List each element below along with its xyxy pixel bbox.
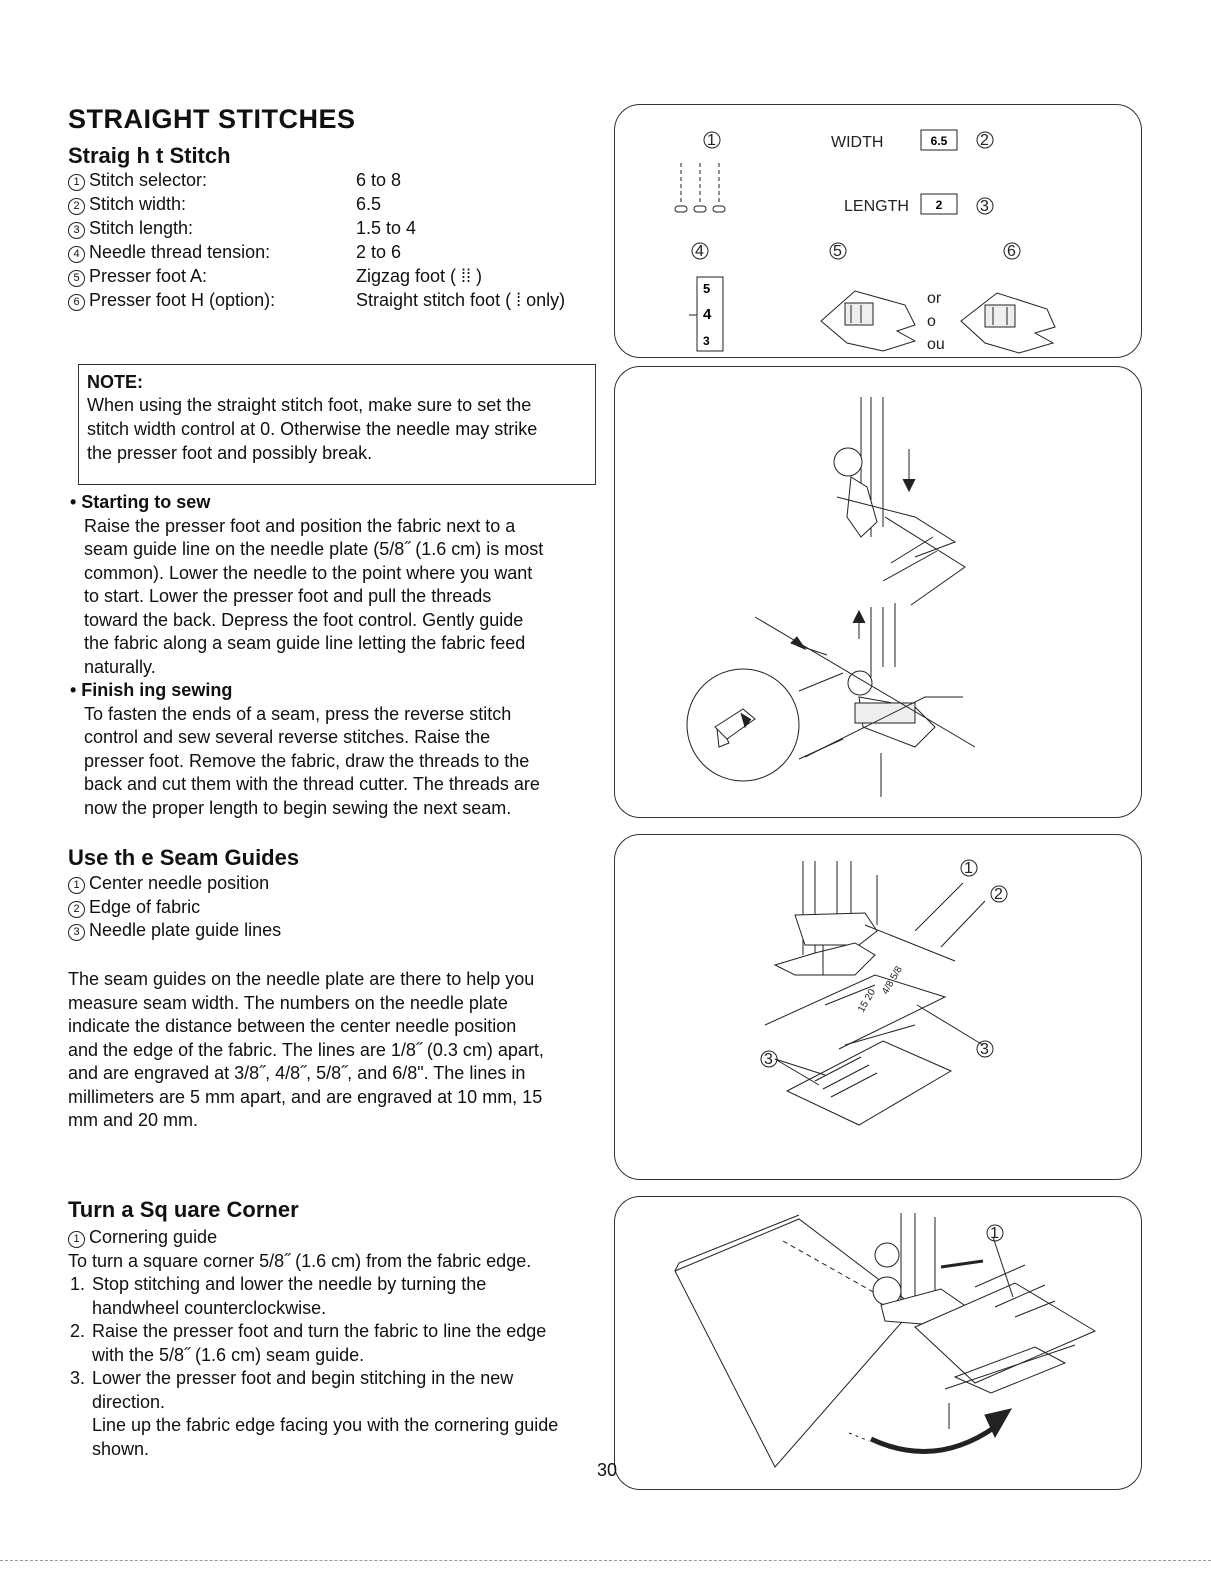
starting-line: naturally.: [84, 656, 156, 677]
sewing-illustration: [615, 367, 1143, 819]
panel-number-1: 1: [707, 132, 716, 149]
svg-text:15 20: 15 20: [856, 987, 879, 1015]
starting-line: common). Lower the needle to the point where you want: [84, 562, 533, 583]
note-box: [78, 364, 596, 485]
zigzag-foot-icon: [821, 291, 915, 351]
length-label: LENGTH: [844, 198, 909, 215]
spec-value: 6.5: [356, 194, 382, 214]
paragraph-line: The seam guides on the needle plate are there to help you: [68, 969, 535, 989]
starting-heading: • Starting to sew: [70, 492, 211, 512]
intro-line: To turn a square corner 5/8˝ (1.6 cm) from the fabric edge.: [68, 1250, 532, 1271]
square-corner-body: [68, 1226, 558, 1461]
finishing-line: presser foot. Remove the fabric, draw the threads to the: [84, 750, 530, 771]
paragraph-line: millimeters are 5 mm apart, and are engraved at 10 mm, 15: [68, 1086, 543, 1107]
straight-stitch-heading: Straig h t Stitch: [68, 143, 231, 168]
or-label: ou: [927, 336, 945, 353]
tension-dial-icon: [689, 277, 723, 351]
straight-stitch-foot-icon: [961, 293, 1055, 353]
circled-number: 3: [68, 222, 85, 239]
or-label: o: [927, 313, 936, 330]
note-line: When using the straight stitch foot, make sure to set the: [87, 395, 532, 415]
panel-number-6: 6: [1007, 243, 1016, 260]
width-value: 6.5: [930, 134, 948, 148]
svg-text:4/8 5/8: 4/8 5/8: [880, 964, 905, 997]
spec-label: Stitch width:: [89, 194, 187, 214]
page-title: STRAIGHT STITCHES: [68, 104, 356, 134]
spec-label: Presser foot H (option):: [89, 290, 276, 310]
stitch-selector-icon: [675, 163, 725, 212]
step-number: 3.: [70, 1368, 86, 1388]
spec-value: Zigzag foot ( ⁞⁞ ): [356, 266, 483, 286]
note-line: the presser foot and possibly break.: [87, 443, 373, 463]
dial-number: 4: [703, 306, 712, 323]
spec-value: 1.5 to 4: [356, 218, 417, 238]
fabric-upper-icon: [883, 517, 965, 605]
square-corner-heading: Turn a Sq uare Corner: [68, 1197, 299, 1222]
width-label: WIDTH: [831, 134, 884, 151]
square-corner-diagram: [615, 1197, 1143, 1491]
seam-guides-paragraph: [68, 968, 544, 1133]
presser-foot-icon: [775, 861, 877, 975]
starting-line: to start. Lower the presser foot and pull the threads: [84, 586, 492, 606]
or-label: or: [927, 290, 942, 307]
needle-plate-icon: [775, 1041, 951, 1125]
step-line: with the 5/8˝ (1.6 cm) seam guide.: [92, 1344, 365, 1365]
spec-value: 6 to 8: [356, 170, 402, 190]
note-title: NOTE:: [87, 372, 143, 392]
circled-number: 4: [68, 246, 85, 263]
finishing-heading: • Finish ing sewing: [70, 680, 233, 700]
starting-line: Raise the presser foot and position the fabric next to a: [84, 515, 516, 536]
step-line: Lower the presser foot and begin stitching in the new: [92, 1368, 514, 1388]
paragraph-line: and are engraved at 3/8˝, 4/8˝, 5/8˝, and 6/8". The lines in: [68, 1063, 526, 1083]
legend-label: Center needle position: [89, 873, 270, 893]
needle-plate-markings-icon: [765, 964, 945, 1049]
step-line: direction.: [92, 1391, 166, 1412]
circled-number: 1: [68, 1231, 85, 1248]
circled-number: 1: [68, 174, 85, 191]
panel-number-2: 2: [980, 132, 989, 149]
panel-number-2: 2: [994, 886, 1003, 903]
page-number: 30: [597, 1460, 618, 1480]
panel-number-5: 5: [833, 243, 842, 260]
finishing-line: To fasten the ends of a seam, press the reverse stitch: [84, 703, 512, 724]
circled-number: 3: [68, 924, 85, 941]
seam-guides-panel: [614, 834, 1142, 1180]
panel-number-1: 1: [990, 1225, 999, 1242]
legend-label: Needle plate guide lines: [89, 920, 282, 940]
circled-number: 5: [68, 270, 85, 287]
spec-value: Straight stitch foot ( ⁞ only): [356, 290, 566, 310]
seam-guides-diagram: [615, 835, 1143, 1181]
starting-line: seam guide line on the needle plate (5/8˝ (1.6 cm) is most: [84, 539, 544, 559]
step-number: 1.: [70, 1274, 86, 1294]
panel-number-3: 3: [980, 1041, 989, 1058]
paragraph-line: mm and 20 mm.: [68, 1110, 199, 1130]
step-line: Line up the fabric edge facing you with the cornering guide: [92, 1415, 559, 1435]
spec-label: Needle thread tension:: [89, 242, 271, 262]
length-value: 2: [935, 198, 943, 212]
step-line: Stop stitching and lower the needle by turning the: [92, 1274, 487, 1294]
turn-arrow-icon: [849, 1409, 1011, 1452]
step-number: 2.: [70, 1321, 86, 1341]
dial-number: 3: [703, 334, 710, 348]
step-line: handwheel counterclockwise.: [92, 1297, 327, 1318]
square-corner-panel: [614, 1196, 1142, 1490]
circled-number: 2: [68, 901, 85, 918]
panel-number-4: 4: [695, 243, 704, 260]
page-divider: [0, 1560, 1211, 1561]
circled-number: 2: [68, 198, 85, 215]
presser-foot-upper-icon: [834, 397, 955, 557]
spec-label: Stitch length:: [89, 218, 194, 238]
spec-value: 2 to 6: [356, 242, 402, 262]
legend-label: Edge of fabric: [89, 896, 201, 917]
panel-number-1: 1: [964, 860, 973, 877]
paragraph-line: indicate the distance between the center needle position: [68, 1016, 517, 1036]
panel-number-3: 3: [764, 1051, 773, 1068]
finishing-line: now the proper length to begin sewing the next seam.: [84, 797, 512, 818]
settings-diagram: [615, 105, 1143, 359]
finishing-line: back and cut them with the thread cutter. The threads are: [84, 774, 540, 794]
spec-label: Stitch selector:: [89, 170, 208, 190]
paragraph-line: and the edge of the fabric. The lines are 1/8˝ (0.3 cm) apart,: [68, 1039, 544, 1060]
starting-line: the fabric along a seam guide line letting the fabric feed: [84, 633, 526, 653]
step-line: shown.: [92, 1438, 150, 1459]
starting-line: toward the back. Depress the foot control. Gently guide: [84, 609, 524, 630]
circled-number: 6: [68, 294, 85, 311]
dial-number: 5: [703, 281, 711, 296]
guide-lines-icon: [865, 883, 985, 1045]
starting-section: [70, 491, 543, 820]
step-line: Raise the presser foot and turn the fabric to line the edge: [92, 1321, 547, 1341]
spec-label: Presser foot A:: [89, 266, 208, 286]
sewing-illustration-panel: [614, 366, 1142, 818]
seam-guides-heading: Use th e Seam Guides: [68, 845, 300, 870]
seam-guides-items: [68, 872, 281, 943]
paragraph-line: measure seam width. The numbers on the needle plate: [68, 992, 508, 1013]
finishing-line: control and sew several reverse stitches. Raise the: [84, 727, 491, 747]
circled-number: 1: [68, 877, 85, 894]
panel-number-3: 3: [980, 198, 989, 215]
reverse-button-inset-icon: [687, 669, 843, 781]
note-line: stitch width control at 0. Otherwise the needle may strike: [87, 419, 538, 439]
settings-panel: [614, 104, 1142, 358]
legend-label: Cornering guide: [89, 1227, 218, 1247]
